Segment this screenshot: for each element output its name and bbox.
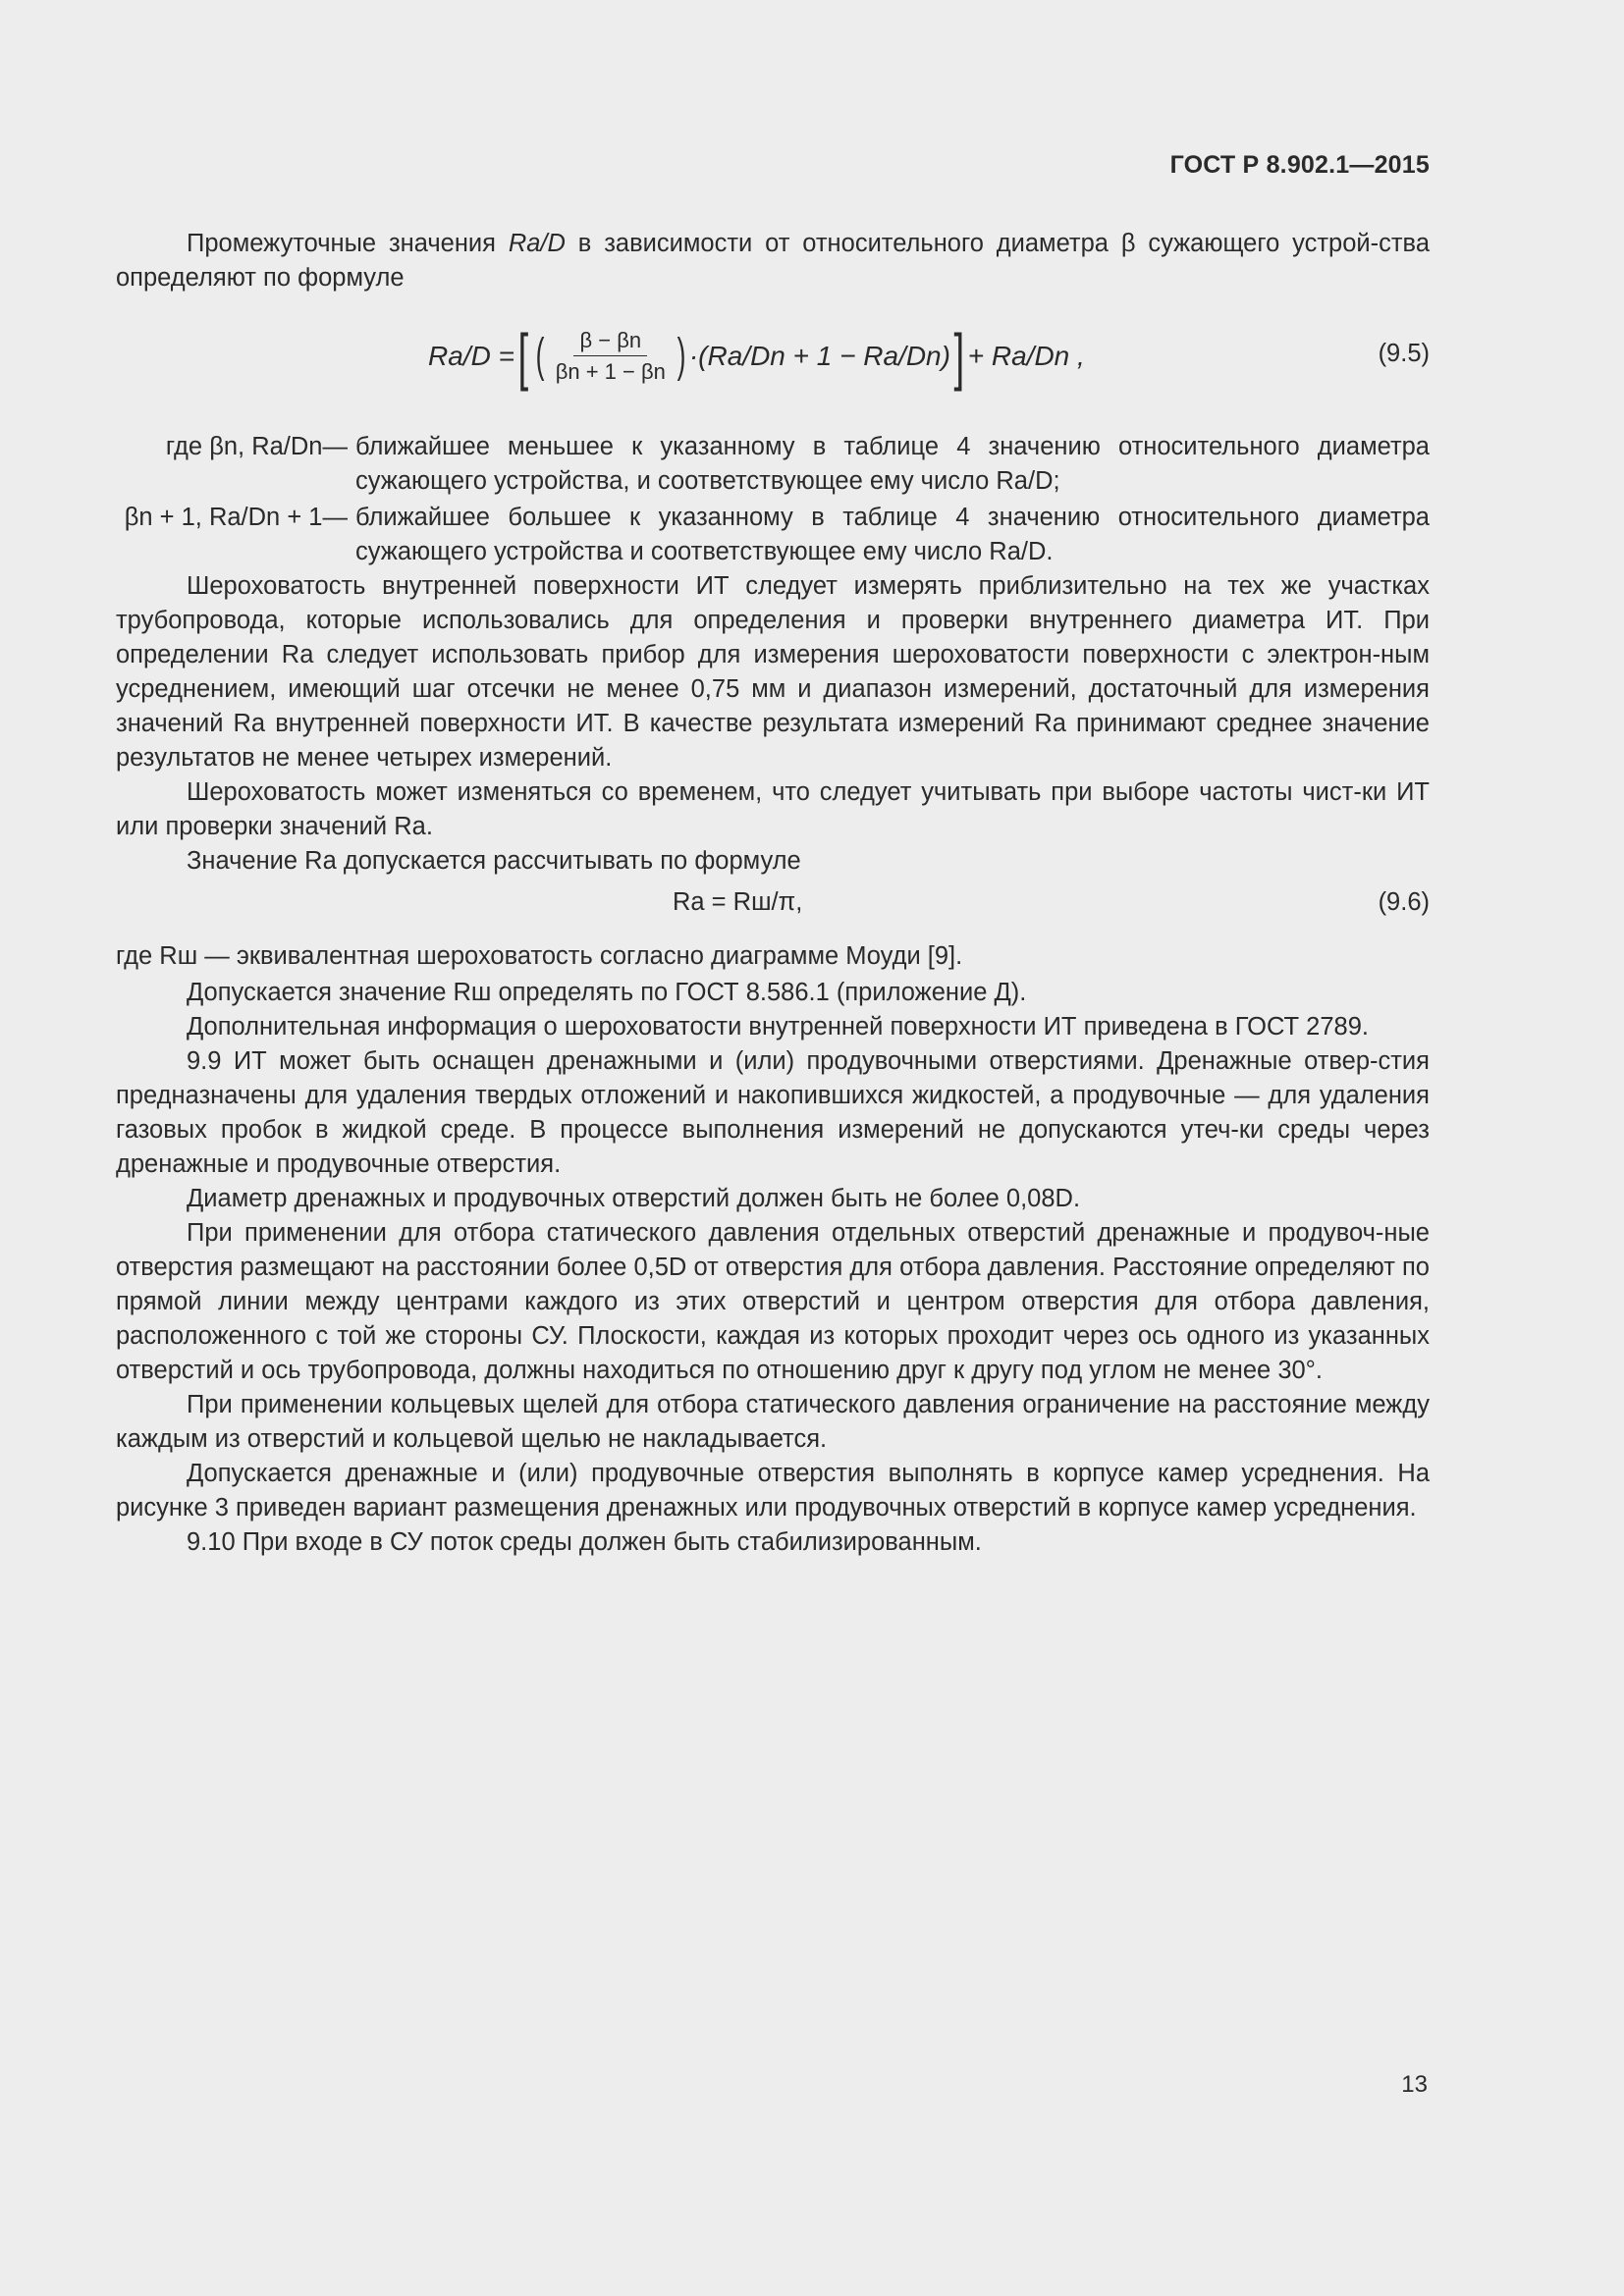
intro-ra: Ra/D bbox=[508, 230, 566, 257]
formula-tail: + Ra/Dn , bbox=[967, 341, 1085, 371]
formula-9-6-expression: Ra = Rш/π, bbox=[673, 888, 803, 916]
where-block bbox=[116, 430, 1430, 569]
fraction-numerator: β − βn bbox=[573, 328, 647, 356]
intro-text-a: Промежуточные значения bbox=[187, 230, 509, 257]
paragraph: Значение Ra допускается рассчитывать по формуле bbox=[187, 847, 801, 875]
paragraph: 9.10 При входе в СУ поток среды должен быть стабилизированным. bbox=[187, 1528, 982, 1556]
where-label: где βn, Ra/Dn— bbox=[165, 433, 348, 460]
formula-lhs: Ra/D = bbox=[428, 341, 514, 371]
where-text: ближайшее большее к указанному в таблице 4 значению относительного диаметра сужающего устройства и соответствующее ему число Ra/D. bbox=[355, 504, 1430, 565]
where-label: βn + 1, Ra/Dn + 1— bbox=[124, 504, 348, 531]
paragraph: Шероховатость может изменяться со временем, что следует учитывать при выборе частоты чист-ки ИТ или проверки значений Ra. bbox=[116, 778, 1430, 840]
where-row bbox=[116, 430, 1430, 499]
paragraph: где Rш — эквивалентная шероховатость согласно диаграмме Моуди [9]. bbox=[116, 942, 963, 970]
paragraph: При применении для отбора статического давления отдельных отверстий дренажные и продувоч-ные отверстия размещают на расстоянии более 0,5D от отверстия для отбора давления. Расстояние определяют по прямой линии между центрами каждого из этих отверстий и центром отверстия для отбора давления, расположенного с той же стороны СУ. Плоскости, каждая из которых проходит через ось одного из указанных отверстий и ось трубопровода, должны находиться по отношению друг к другу под углом не менее 30°. bbox=[116, 1219, 1430, 1384]
formula-9-6 bbox=[116, 888, 1430, 924]
formula-9-5-expression: Ra/D = [ ( $\frac{\beta - \beta n}{\beta n + 1 - \beta n}$ ) ·(Ra/Dn + 1 − Ra/Dn) ] + Ra/Dn , bbox=[428, 321, 1085, 392]
where-text: ближайшее меньшее к указанному в таблице 4 значению относительного диаметра сужающего устройства, и соответствующее ему число Ra/D; bbox=[355, 433, 1430, 495]
section-9-9-paragraphs bbox=[116, 939, 1430, 1560]
paragraph: Шероховатость внутренней поверхности ИТ следует измерять приблизительно на тех же участках трубопровода, которые использовались для определения и проверки внутреннего диаметра ИТ. При определении Ra следует использовать прибор для измерения шероховатости поверхности с электрон-ным усреднением, имеющий шаг отсечки не менее 0,75 мм и диапазон измерений, достаточный для измерения значений Ra внутренней поверхности ИТ. В качестве результата измерений Ra принимают среднее значение результатов не менее четырех измерений. bbox=[116, 572, 1430, 772]
formula-fraction bbox=[550, 328, 672, 385]
paragraph: При применении кольцевых щелей для отбора статического давления ограничение на расстояние между каждым из отверстий и кольцевой щелью не накладывается. bbox=[116, 1391, 1430, 1453]
intro-paragraph bbox=[116, 227, 1430, 295]
document-code: ГОСТ Р 8.902.1—2015 bbox=[1169, 151, 1430, 179]
formula-middle: ·(Ra/Dn + 1 − Ra/Dn) bbox=[688, 341, 950, 371]
where-row bbox=[116, 501, 1430, 569]
paragraph: Диаметр дренажных и продувочных отверстий должен быть не более 0,08D. bbox=[187, 1185, 1081, 1212]
paragraph: 9.9 ИТ может быть оснащен дренажными и (или) продувочными отверстиями. Дренажные отвер-стия предназначены для удаления твердых отложений и накопившихся жидкостей, а продувочные — для удаления газовых пробок в жидкой среде. В процессе выполнения измерений не допускаются утеч-ки среды через дренажные и продувочные отверстия. bbox=[116, 1047, 1430, 1178]
page-number: 13 bbox=[1401, 2071, 1428, 2098]
roughness-paragraphs bbox=[116, 569, 1430, 879]
paragraph: Допускается дренажные и (или) продувочные отверстия выполнять в корпусе камер усреднения. На рисунке 3 приведен вариант размещения дренажных или продувочных отверстий в корпусе камер усреднения. bbox=[116, 1460, 1430, 1522]
formula-9-5-number: (9.5) bbox=[1378, 340, 1430, 367]
formula-9-6-number: (9.6) bbox=[1378, 888, 1430, 916]
fraction-denominator: βn + 1 − βn bbox=[555, 359, 666, 384]
formula-9-5 bbox=[116, 312, 1430, 400]
paragraph: Допускается значение Rш определять по ГОСТ 8.586.1 (приложение Д). bbox=[187, 979, 1027, 1006]
paragraph: Дополнительная информация о шероховатости внутренней поверхности ИТ приведена в ГОСТ 2789. bbox=[187, 1013, 1369, 1041]
intro-text-b: в зависимости от относительного диаметра β сужающего устрой-ства определяют по формуле bbox=[116, 230, 1431, 292]
